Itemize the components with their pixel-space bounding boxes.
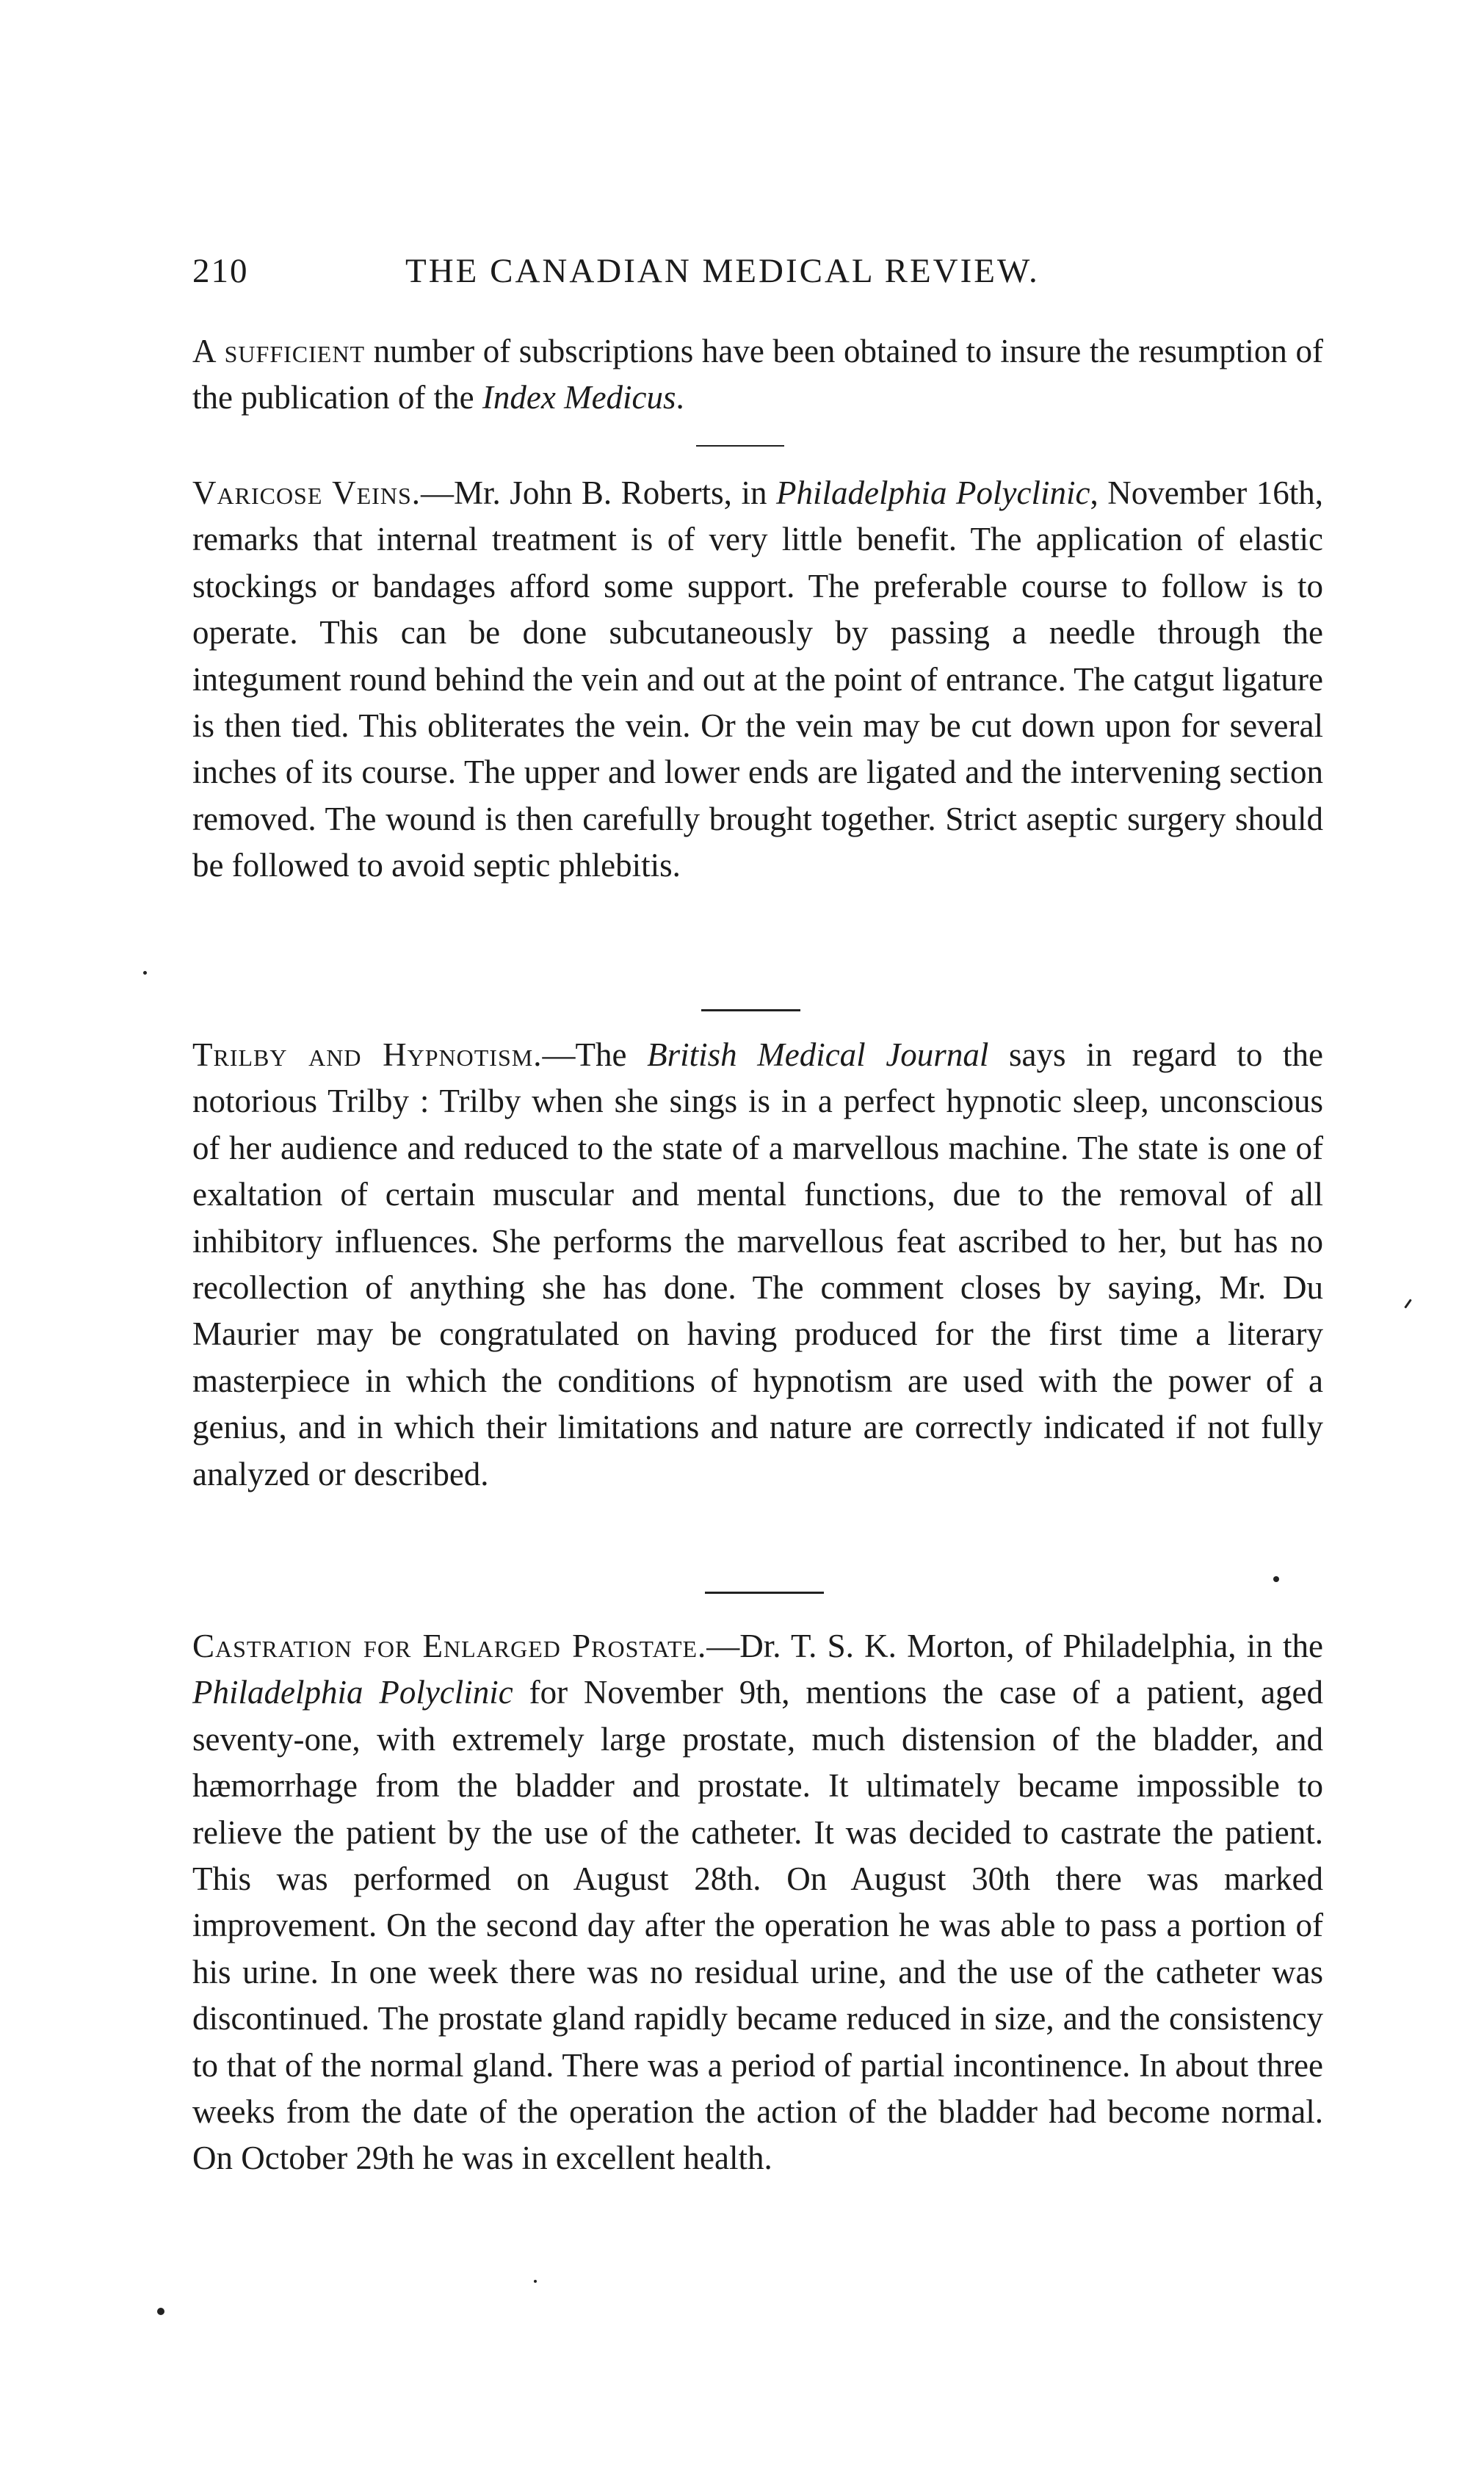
stray-ink-mark (143, 971, 147, 975)
paragraph-text: —The (542, 1036, 648, 1073)
journal-title: Index Medicus (482, 379, 676, 416)
paragraph-text: —Dr. T. S. K. Morton, of Philadelphia, in the (706, 1628, 1323, 1664)
section-heading: Trilby and Hypnotism. (192, 1036, 543, 1073)
stray-ink-mark (1404, 1299, 1411, 1308)
paragraph-trilby-hypnotism (192, 1032, 1323, 1498)
paragraph-text: for November 9th, mentions the case of a patient, aged seventy-one, with extremely large prostate, much distension of the bladder, and hæmorrhage from the bladder and prostate. It ultimately became impossible to relieve the patient by the use of the catheter. It was decided to castrate the patient. This was performed on August 28th. On August 30th there was marked improvement. On the second day after the operation he was able to pass a portion of his urine. In one week there was no residual urine, and the use of the catheter was discontinued. The prostate gland rapidly became reduced in size, and the consistency to that of the normal gland. There was a period of partial incontinence. In about three weeks from the date of the operation the action of the bladder had become normal. On October 29th he was in excellent health. (192, 1674, 1323, 2177)
stray-ink-mark (1273, 1576, 1279, 1582)
stray-ink-mark (157, 2308, 164, 2315)
section-divider (705, 1592, 824, 1594)
paragraph-text: —Mr. John B. Roberts, in (421, 474, 777, 511)
paragraph-text: , November 16th, remarks that internal treatment is of very little benefit. The application of elastic stockings or bandages afford some support. The preferable course to follow is to operate. This can be done subcutaneously by passing a needle through the integument round behind the vein and out at the point of entrance. The catgut ligature is then tied. This obliterates the vein. Or the vein may be cut down upon for several inches of its course. The upper and lower ends are ligated and the intervening section removed. The wound is then carefully brought together. Strict aseptic surgery should be followed to avoid septic phlebitis. (192, 474, 1323, 884)
journal-title: British Medical Journal (647, 1036, 989, 1073)
running-title: THE CANADIAN MEDICAL REVIEW. (405, 252, 1040, 290)
section-divider (696, 445, 784, 447)
page-number: 210 (192, 252, 249, 290)
section-heading: Castration for Enlarged Prostate. (192, 1628, 707, 1664)
page-header (192, 251, 1323, 295)
journal-title: Philadelphia Polyclinic (776, 474, 1090, 511)
paragraph-text: . (676, 379, 684, 416)
paragraph-lead: A sufficient (192, 333, 365, 369)
paragraph-castration-prostate (192, 1623, 1323, 2182)
paragraph-index-medicus (192, 328, 1323, 422)
section-divider (701, 1009, 800, 1011)
stray-ink-mark (534, 2280, 537, 2283)
paragraph-text: says in regard to the notorious Trilby : Trilby when she sings is in a perfect hypnotic sleep, unconscious of her audience and reduced to the state of a marvellous machine. The state is one of exaltation of certain muscular and mental functions, due to the removal of all inhibitory influences. She performs the marvellous feat ascribed to her, but has no recollection of anything she has done. The comment closes by saying, Mr. Du Maurier may be congratulated on having produced for the first time a literary masterpiece in which the conditions of hypnotism are used with the power of a genius, and in which their limitations and nature are correctly indicated if not fully analyzed or described. (192, 1036, 1323, 1492)
journal-title: Philadelphia Polyclinic (192, 1674, 513, 1711)
section-heading: Varicose Veins. (192, 474, 421, 511)
paragraph-varicose-veins (192, 470, 1323, 889)
paragraph-text: number of subscriptions have been obtained to insure the resumption of the publication of the (192, 333, 1323, 416)
